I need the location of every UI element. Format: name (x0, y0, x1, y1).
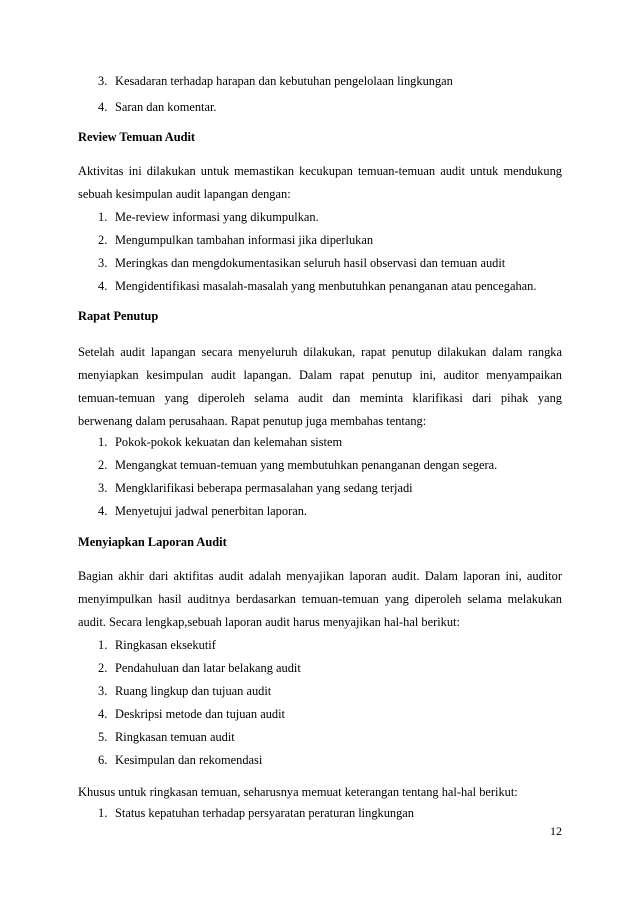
list-item: 3. Kesadaran terhadap harapan dan kebutuhan pengelolaan lingkungan (98, 74, 453, 88)
section-paragraph-line: Aktivitas ini dilakukan untuk memastikan kecukupan temuan-temuan audit untuk mendukung (78, 164, 562, 178)
list-item: 4. Saran dan komentar. (98, 100, 217, 114)
list-item: 4. Deskripsi metode dan tujuan audit (98, 707, 285, 721)
section-paragraph-line: Setelah audit lapangan secara menyeluruh dilakukan, rapat penutup dilakukan dalam rangka (78, 345, 562, 359)
list-item: 3. Meringkas dan mengdokumentasikan seluruh hasil observasi dan temuan audit (98, 256, 506, 270)
list-item: 1. Pokok-pokok kekuatan dan kelemahan sistem (98, 435, 343, 449)
page-number: 12 (550, 824, 562, 838)
section-paragraph-line: berwenang dalam perusahaan. Rapat penutup juga membahas tentang: (78, 414, 427, 428)
list-item: 4. Mengidentifikasi masalah-masalah yang menbutuhkan penanganan atau pencegahan. (98, 279, 537, 293)
list-item: 3. Mengklarifikasi beberapa permasalahan yang sedang terjadi (98, 481, 413, 495)
list-item: 1. Status kepatuhan terhadap persyaratan peraturan lingkungan (98, 806, 414, 820)
section-heading: Rapat Penutup (78, 309, 159, 323)
list-item: 4. Menyetujui jadwal penerbitan laporan. (98, 504, 307, 518)
list-item: 2. Pendahuluan dan latar belakang audit (98, 661, 301, 675)
section-paragraph-line: Bagian akhir dari aktifitas audit adalah menyajikan laporan audit. Dalam laporan ini, auditor (78, 569, 562, 583)
list-item: 2. Mengumpulkan tambahan informasi jika diperlukan (98, 233, 374, 247)
section-paragraph-line: menyimpulkan hasil auditnya berdasarkan temuan-temuan yang diperoleh selama melakukan (78, 592, 562, 606)
list-item: 5. Ringkasan temuan audit (98, 730, 235, 744)
section-paragraph-line: temuan-temuan yang diperoleh selama audit dan meminta klarifikasi dari pihak yang (78, 391, 562, 405)
list-item: 6. Kesimpulan dan rekomendasi (98, 753, 263, 767)
list-item: 3. Ruang lingkup dan tujuan audit (98, 684, 272, 698)
list-item: 1. Me-review informasi yang dikumpulkan. (98, 210, 319, 224)
closing-paragraph: Khusus untuk ringkasan temuan, seharusnya memuat keterangan tentang hal-hal berikut: (78, 785, 518, 799)
section-heading: Menyiapkan Laporan Audit (78, 535, 227, 549)
list-item: 1. Ringkasan eksekutif (98, 638, 216, 652)
list-item: 2. Mengangkat temuan-temuan yang membutuhkan penanganan dengan segera. (98, 458, 498, 472)
section-paragraph-line: audit. Secara lengkap,sebuah laporan audit harus menyajikan hal-hal berikut: (78, 615, 460, 629)
section-paragraph-line: menyiapkan kesimpulan audit lapangan. Dalam rapat penutup ini, auditor menyampaikan (78, 368, 562, 382)
section-heading: Review Temuan Audit (78, 130, 196, 144)
section-paragraph-line: sebuah kesimpulan audit lapangan dengan: (78, 187, 291, 201)
